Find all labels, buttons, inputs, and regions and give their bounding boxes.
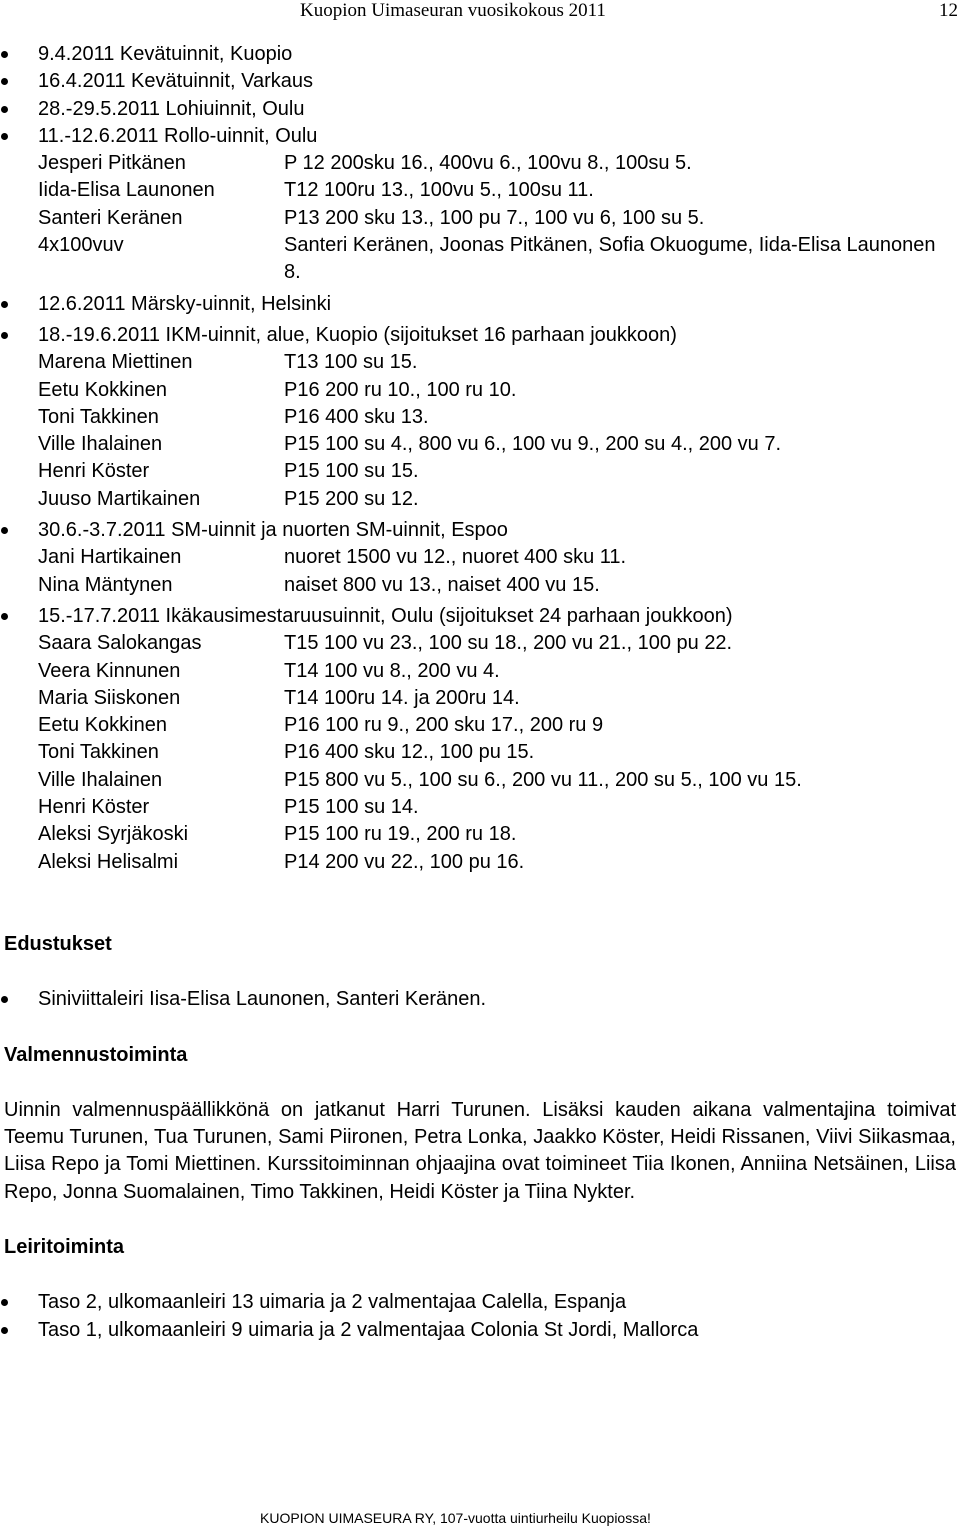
swimmer-name: Santeri Keränen (38, 206, 183, 229)
result-row (0, 349, 960, 376)
result-row (0, 572, 960, 599)
swimmer-name: Jesperi Pitkänen (38, 152, 186, 175)
competition-item: 12.6.2011 Märsky-uinnit, Helsinki (0, 291, 960, 318)
result-row (0, 712, 960, 739)
swimmer-result: T13 100 su 15. (284, 351, 418, 374)
competition-item: 11.-12.6.2011 Rollo-uinnit, Oulu (0, 123, 960, 150)
result-row (0, 205, 960, 232)
result-row (0, 821, 960, 848)
result-row (0, 658, 960, 685)
competition-item: 28.-29.5.2011 Lohiuinnit, Oulu (0, 96, 960, 123)
swimmer-result: nuoret 1500 vu 12., nuoret 400 sku 11. (284, 546, 627, 569)
swimmer-name: Marena Miettinen (38, 351, 193, 374)
header-title: Kuopion Uimaseuran vuosikokous 2011 (300, 0, 606, 21)
swimmer-name: Maria Siiskonen (38, 686, 181, 709)
result-row (0, 232, 960, 287)
swimmer-result: naiset 800 vu 13., naiset 400 vu 15. (284, 573, 600, 596)
page-content (0, 41, 960, 1344)
section-heading-edustukset: Edustukset (4, 932, 112, 955)
result-row (0, 630, 960, 657)
competition-item: 16.4.2011 Kevätuinnit, Varkaus (0, 68, 960, 95)
swimmer-result: P 12 200sku 16., 400vu 6., 100vu 8., 100su 5. (284, 152, 692, 175)
section-heading-valmennustoiminta: Valmennustoiminta (4, 1043, 188, 1066)
result-row (0, 739, 960, 766)
swimmer-result: T14 100ru 14. ja 200ru 14. (284, 686, 520, 709)
result-row (0, 377, 960, 404)
swimmer-result: P15 100 ru 19., 200 ru 18. (284, 823, 517, 846)
swimmer-name: Aleksi Helisalmi (38, 850, 179, 873)
coaching-paragraph: Uinnin valmennuspäällikkönä on jatkanut Harri Turunen. Lisäksi kauden aikana valmentajina toimivat Teemu Turunen, Tua Turunen, Sami Piironen, Petra Lonka, Jaakko Köster, Heidi Rissanen, Viivi Siikasmaa, Liisa Repo ja Tomi Miettinen. Kurssitoiminnan ohjaajina ovat toimineet Tiia Ikonen, Anniina Netsäinen, Liisa Repo, Jonna Suomalainen, Timo Takkinen, Heidi Köster ja Tiina Nykter. (4, 1098, 956, 1203)
swimmer-result: T12 100ru 13., 100vu 5., 100su 11. (284, 179, 594, 202)
page-header (300, 0, 958, 26)
swimmer-name: Toni Takkinen (38, 405, 159, 428)
result-row (0, 431, 960, 458)
result-row (0, 486, 960, 513)
competition-item: 15.-17.7.2011 Ikäkausimestaruusuinnit, Oulu (sijoitukset 24 parhaan joukkoon) (0, 603, 960, 630)
relay-name: 4x100vuv (38, 234, 124, 257)
swimmer-name: Jani Hartikainen (38, 546, 182, 569)
swimmer-result: P16 400 sku 12., 100 pu 15. (284, 741, 535, 764)
swimmer-result: P14 200 vu 22., 100 pu 16. (284, 850, 525, 873)
swimmer-name: Henri Köster (38, 796, 150, 819)
swimmer-result: P15 100 su 14. (284, 796, 419, 819)
swimmer-name: Ville Ihalainen (38, 433, 163, 456)
result-row (0, 544, 960, 571)
swimmer-name: Toni Takkinen (38, 741, 159, 764)
swimmer-result: P16 400 sku 13. (284, 405, 429, 428)
swimmer-name: Juuso Martikainen (38, 487, 201, 510)
result-row (0, 404, 960, 431)
page-number: 12 (939, 0, 958, 21)
swimmer-result: T14 100 vu 8., 200 vu 4. (284, 659, 500, 682)
swimmer-name: Saara Salokangas (38, 632, 202, 655)
swimmer-result: P15 100 su 4., 800 vu 6., 100 vu 9., 200 su 4., 200 vu 7. (284, 433, 782, 456)
swimmer-name: Nina Mäntynen (38, 573, 173, 596)
relay-result: Santeri Keränen, Joonas Pitkänen, Sofia Okuogume, Iida-Elisa Launonen 8. (284, 234, 936, 284)
swimmer-result: T15 100 vu 23., 100 su 18., 200 vu 21., 100 pu 22. (284, 632, 733, 655)
result-row (0, 767, 960, 794)
competition-item: 9.4.2011 Kevätuinnit, Kuopio (0, 41, 960, 68)
result-row (0, 458, 960, 485)
result-row (0, 794, 960, 821)
section-heading-leiritoiminta: Leiritoiminta (4, 1235, 125, 1258)
swimmer-result: P15 800 vu 5., 100 su 6., 200 vu 11., 200 su 5., 100 vu 15. (284, 768, 802, 791)
swimmer-result: P15 100 su 15. (284, 460, 419, 483)
result-row (0, 685, 960, 712)
result-row (0, 150, 960, 177)
swimmer-result: P15 200 su 12. (284, 487, 419, 510)
page-footer: KUOPION UIMASEURA RY, 107-vuotta uintiurheilu Kuopiossa! (260, 1510, 651, 1526)
swimmer-name: Ville Ihalainen (38, 768, 163, 791)
camp-item: Taso 2, ulkomaanleiri 13 uimaria ja 2 valmentajaa Calella, Espanja (0, 1289, 960, 1316)
swimmer-name: Iida-Elisa Launonen (38, 179, 215, 202)
competition-item: 30.6.-3.7.2011 SM-uinnit ja nuorten SM-uinnit, Espoo (0, 517, 960, 544)
swimmer-result: P16 100 ru 9., 200 sku 17., 200 ru 9 (284, 714, 604, 737)
representation-item: Siniviittaleiri Iisa-Elisa Launonen, Santeri Keränen. (0, 986, 960, 1013)
swimmer-result: P13 200 sku 13., 100 pu 7., 100 vu 6, 100 su 5. (284, 206, 705, 229)
swimmer-name: Aleksi Syrjäkoski (38, 823, 189, 846)
competition-item: 18.-19.6.2011 IKM-uinnit, alue, Kuopio (sijoitukset 16 parhaan joukkoon) (0, 322, 960, 349)
result-row (0, 177, 960, 204)
camp-item: Taso 1, ulkomaanleiri 9 uimaria ja 2 valmentajaa Colonia St Jordi, Mallorca (0, 1317, 960, 1344)
swimmer-result: P16 200 ru 10., 100 ru 10. (284, 378, 517, 401)
swimmer-name: Henri Köster (38, 460, 150, 483)
swimmer-name: Eetu Kokkinen (38, 378, 167, 401)
result-row (0, 849, 960, 876)
swimmer-name: Eetu Kokkinen (38, 714, 167, 737)
swimmer-name: Veera Kinnunen (38, 659, 181, 682)
